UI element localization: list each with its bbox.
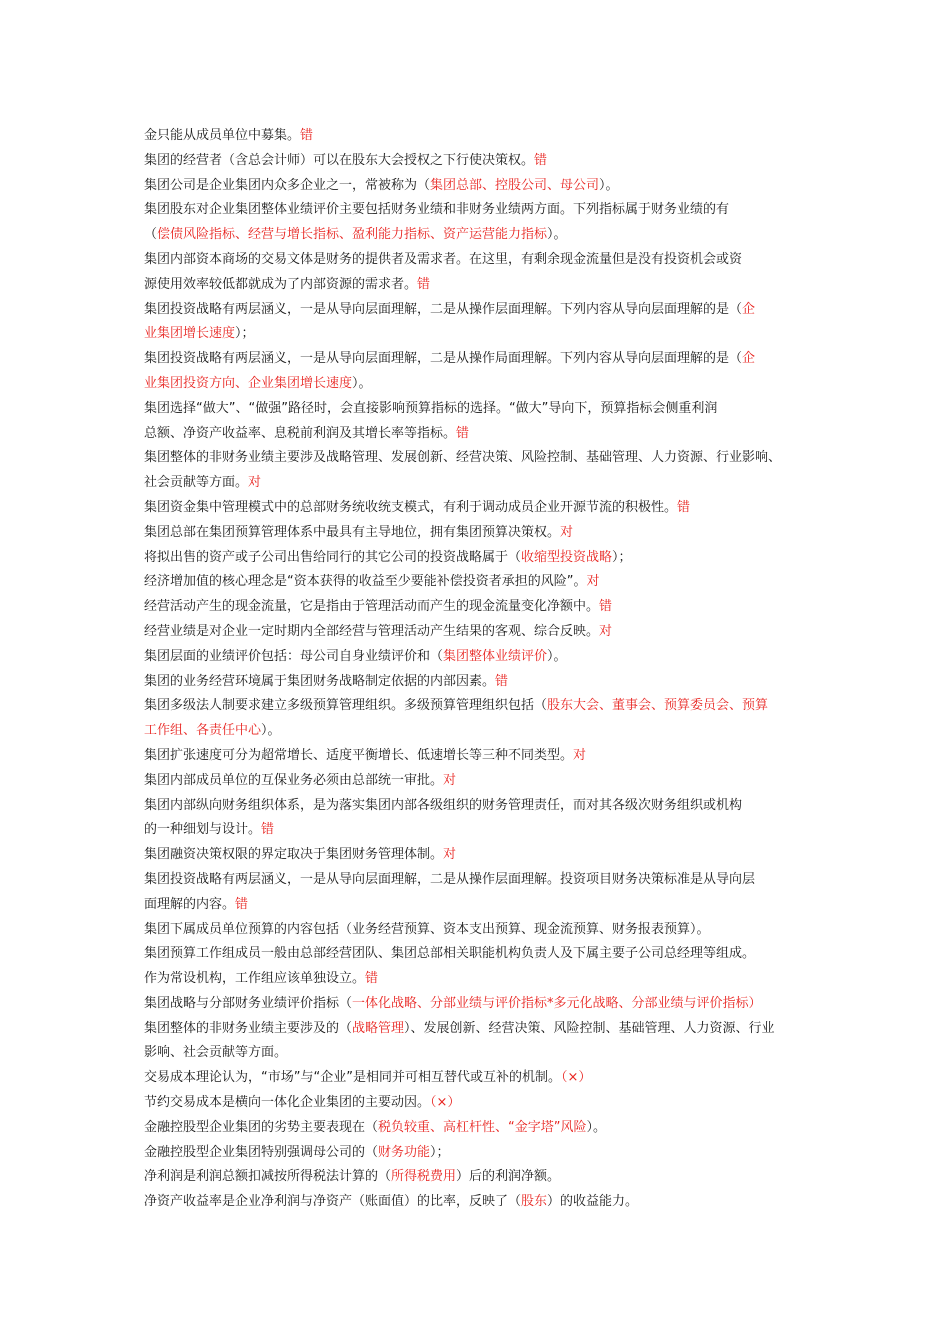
question-text: 集团多级法人制要求建立多级预算管理组织。多级预算管理组织包括（ <box>144 698 548 714</box>
question-text: 集团选择“做大”、“做强”路径时，会直接影响预算指标的选择。“做大”导向下，预算指标会侧重利润 <box>144 400 718 416</box>
question-text: 集团内部纵向财务组织体系，是为落实集团内部各级组织的财务管理责任，而对其各级次财务组织或机构 <box>144 797 743 813</box>
answer-text: 对 <box>443 772 457 788</box>
question-text: ）。 <box>352 375 372 391</box>
question-text: 经济增加值的核心理念是“资本获得的收益至少要能补偿投资者承担的风险”。 <box>144 574 587 590</box>
answer-text: 股东 <box>521 1194 548 1210</box>
text-line <box>144 1190 819 1215</box>
question-text: ）； <box>430 1144 450 1160</box>
text-line <box>144 744 819 769</box>
answer-text: 集团总部、控股公司、母公司 <box>430 177 600 193</box>
text-line <box>144 794 819 819</box>
question-text: ）； <box>235 326 255 342</box>
answer-text: 错 <box>417 276 431 292</box>
text-line <box>144 1091 819 1116</box>
answer-text: 战略管理 <box>352 1020 405 1036</box>
question-text: ）。 <box>586 1119 607 1135</box>
answer-text: 错 <box>365 971 379 987</box>
question-text: 集团股东对企业集团整体业绩评价主要包括财务业绩和非财务业绩两方面。下列指标属于财务业绩的有 <box>144 202 730 218</box>
text-line <box>144 1041 819 1066</box>
question-text: 集团投资战略有两层涵义，一是从导向层面理解，二是从操作层面理解。投资项目财务决策标准是从导向层 <box>144 871 756 887</box>
answer-text: 企 <box>742 301 756 317</box>
question-text: 集团扩张速度可分为超常增长、适度平衡增长、低速增长等三种不同类型。 <box>144 747 574 763</box>
text-line <box>144 620 819 645</box>
answer-text: 企 <box>742 351 756 367</box>
text-line <box>144 570 819 595</box>
question-text: 总额、净资产收益率、息税前利润及其增长率等指标。 <box>144 425 457 441</box>
answer-text: 对 <box>573 747 587 763</box>
text-line <box>144 198 819 223</box>
text-line <box>144 1066 819 1091</box>
answer-text: 收缩型投资战略 <box>521 549 613 565</box>
text-line <box>144 322 819 347</box>
question-text: ）。 <box>547 227 567 243</box>
text-line <box>144 1141 819 1166</box>
question-text: 经营活动产生的现金流量，它是指由于管理活动而产生的现金流量变化净额中。 <box>144 599 600 615</box>
answer-text: 错 <box>300 128 314 143</box>
text-line <box>144 843 819 868</box>
question-text: ）。 <box>261 723 281 739</box>
question-text: 集团公司是企业集团内众多企业之一，常被称为（ <box>144 177 431 193</box>
question-text: 集团融资决策权限的界定取决于集团财务管理体制。 <box>144 847 444 863</box>
text-line <box>144 298 819 323</box>
text-line <box>144 174 819 199</box>
answer-text: 业集团投资方向、企业集团增长速度 <box>144 375 353 391</box>
text-line <box>144 248 819 273</box>
question-text: 集团整体的非财务业绩主要涉及战略管理、发展创新、经营决策、风险控制、基础管理、人力资源、行业影响、 <box>144 450 782 466</box>
answer-text: 错 <box>495 673 509 689</box>
question-text: 金只能从成员单位中募集。 <box>144 128 301 143</box>
question-text: 集团内部资本商场的交易文体是财务的提供者及需求者。在这里，有剩余现金流量但是没有投资机会或资 <box>144 251 743 267</box>
question-text: ）后的利润净额。 <box>456 1169 561 1185</box>
answer-text: 错 <box>456 425 470 441</box>
question-text: （ <box>144 227 158 243</box>
text-line <box>144 273 819 298</box>
answer-text: 工作组、各责任中心 <box>144 723 262 739</box>
question-text: 源使用效率较低都就成为了内部资源的需求者。 <box>144 276 418 292</box>
question-text: 作为常设机构，工作组应该单独设立。 <box>144 971 366 987</box>
text-line <box>144 1116 819 1141</box>
question-text: 集团预算工作组成员一般由总部经营团队、集团总部相关职能机构负责人及下属主要子公司总经理等组成。 <box>144 946 756 962</box>
answer-text: 集团整体业绩评价 <box>443 648 548 664</box>
question-text: 社会贡献等方面。 <box>144 475 249 491</box>
text-line <box>144 446 819 471</box>
answer-text: （×） <box>430 1095 461 1111</box>
text-line <box>144 595 819 620</box>
answer-text: 税负较重、高杠杆性、“金字塔”风险 <box>378 1119 587 1135</box>
question-text: 金融控股型企业集团的劣势主要表现在（ <box>144 1119 379 1135</box>
text-line <box>144 719 819 744</box>
question-text: 将拟出售的资产或子公司出售给同行的其它公司的投资战略属于（ <box>144 549 522 565</box>
answer-text: 对 <box>560 524 574 540</box>
answer-text: 股东大会、董事会、预算委员会、预算 <box>547 698 769 714</box>
text-line <box>144 645 819 670</box>
answer-text: 对 <box>248 475 262 491</box>
question-text: 集团层面的业绩评价包括：母公司自身业绩评价和（ <box>144 648 444 664</box>
answer-text: 错 <box>599 599 613 615</box>
answer-text: 错 <box>677 499 691 515</box>
answer-text: 错 <box>235 896 249 912</box>
answer-text: 对 <box>443 847 457 863</box>
text-line <box>144 149 819 174</box>
answer-text: 对 <box>586 574 600 590</box>
text-line <box>144 694 819 719</box>
question-text: 交易成本理论认为，“市场”与“企业”是相同并可相互替代或互补的机制。 <box>144 1070 561 1086</box>
text-line <box>144 397 819 422</box>
question-text: 集团投资战略有两层涵义，一是从导向层面理解，二是从操作局面理解。下列内容从导向层面理解的是（ <box>144 351 743 367</box>
text-line <box>144 471 819 496</box>
question-text: 影响、社会贡献等方面。 <box>144 1045 288 1061</box>
text-line <box>144 347 819 372</box>
question-text: 的一种细划与设计。 <box>144 822 262 838</box>
answer-text: 一体化战略、分部业绩与评价指标*多元化战略、分部业绩与评价指标） <box>352 995 762 1011</box>
text-line <box>144 372 819 397</box>
question-text: 集团投资战略有两层涵义，一是从导向层面理解，二是从操作层面理解。下列内容从导向层面理解的是（ <box>144 301 743 317</box>
question-text: 集团战略与分部财务业绩评价指标（ <box>144 995 353 1011</box>
text-line <box>144 769 819 794</box>
answer-text: （×） <box>560 1070 592 1086</box>
question-text: ）。 <box>599 177 619 193</box>
answer-text: 错 <box>534 152 548 168</box>
text-line <box>144 1017 819 1042</box>
text-line <box>144 546 819 571</box>
question-text: 集团整体的非财务业绩主要涉及的（ <box>144 1020 353 1036</box>
answer-text: 财务功能 <box>378 1144 431 1160</box>
text-line <box>144 670 819 695</box>
text-line <box>144 124 819 149</box>
text-line <box>144 223 819 248</box>
text-line <box>144 496 819 521</box>
question-text: 节约交易成本是横向一体化企业集团的主要动因。 <box>144 1095 431 1111</box>
answer-text: 偿债风险指标、经营与增长指标、盈利能力指标、资产运营能力指标 <box>157 227 548 243</box>
text-line <box>144 893 819 918</box>
question-text: 集团总部在集团预算管理体系中最具有主导地位，拥有集团预算决策权。 <box>144 524 561 540</box>
question-text: 净资产收益率是企业净利润与净资产（账面值）的比率，反映了（ <box>144 1194 522 1210</box>
question-text: 集团下属成员单位预算的内容包括（业务经营预算、资本支出预算、现金流预算、财务报表预算）。 <box>144 921 710 937</box>
text-line <box>144 918 819 943</box>
answer-text: 对 <box>599 623 613 639</box>
question-text: 面理解的内容。 <box>144 896 236 912</box>
text-line <box>144 818 819 843</box>
text-line <box>144 942 819 967</box>
question-text: 集团内部成员单位的互保业务必须由总部统一审批。 <box>144 772 444 788</box>
text-line <box>144 868 819 893</box>
answer-text: 错 <box>261 822 275 838</box>
question-text: ）。 <box>547 648 567 664</box>
question-text: 经营业绩是对企业一定时期内全部经营与管理活动产生结果的客观、综合反映。 <box>144 623 600 639</box>
text-line <box>144 992 819 1017</box>
question-text: 金融控股型企业集团特别强调母公司的（ <box>144 1144 379 1160</box>
question-text: ）的收益能力。 <box>547 1194 639 1210</box>
question-text: ）； <box>612 549 632 565</box>
text-line <box>144 1165 819 1190</box>
question-text: 集团资金集中管理模式中的总部财务统收统支模式，有利于调动成员企业开源节流的积极性。 <box>144 499 678 515</box>
question-text: 净利润是利润总额扣减按所得税法计算的（ <box>144 1169 392 1185</box>
question-text: 集团的业务经营环境属于集团财务战略制定依据的内部因素。 <box>144 673 496 689</box>
question-text: ）、发展创新、经营决策、风险控制、基础管理、人力资源、行业 <box>404 1020 775 1036</box>
text-line <box>144 967 819 992</box>
text-line <box>144 521 819 546</box>
document-page <box>144 124 819 1215</box>
question-text: 集团的经营者（含总会计师）可以在股东大会授权之下行使决策权。 <box>144 152 535 168</box>
answer-text: 所得税费用 <box>391 1169 457 1185</box>
text-line <box>144 422 819 447</box>
answer-text: 业集团增长速度 <box>144 326 236 342</box>
